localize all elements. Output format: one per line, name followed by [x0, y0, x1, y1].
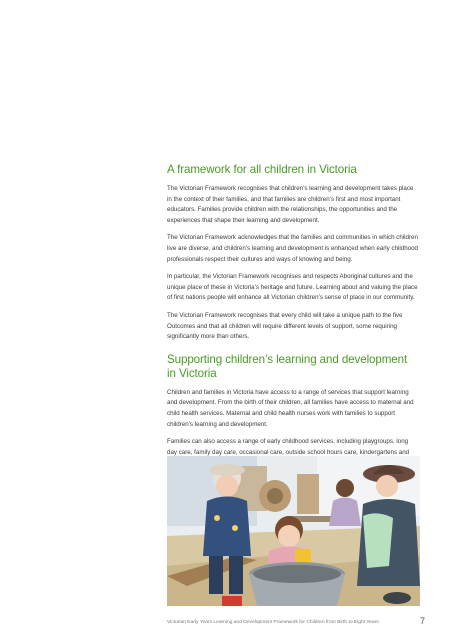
body-paragraph: Children and families in Victoria have access to a range of services that support learning and development. From the birth of their children, all families have access to maternal and child health services. Maternal and child health nurses work with families to support children’s learning and development.	[167, 388, 414, 428]
section-heading-framework: A framework for all children in Victoria	[167, 163, 357, 176]
body-paragraph: The Victorian Framework recognises that every child will take a unique path to the five Outcomes and that all children will require different levels of support, some requiring significantly more than others.	[167, 311, 403, 341]
main-content	[167, 163, 419, 486]
section-heading-supporting: Supporting children’s learning and development in Victoria	[167, 352, 408, 380]
body-paragraph: Families can also access a range of early childhood services, including playgroups, long day care, family day care, occasional care, outside school hours care, kindergartens and	[167, 438, 410, 456]
body-paragraph: The Victorian Framework recognises that children’s learning and development takes place in the context of their families, and that families are children’s first and most important educators. Families provide children with the relationships, the opportunities and the experiences that shape their learning and development.	[167, 185, 414, 224]
body-paragraph: In particular, the Victorian Framework recognises and respects Aboriginal cultures and the unique place of these in Victoria’s heritage and future. Learning about and valuing the place of first nations people will enhance all Victorian children’s sense of place in our community.	[167, 273, 418, 302]
children-playing-photo	[167, 456, 420, 606]
page-number: 7	[419, 616, 425, 626]
footer-title: Victorian Early Years Learning and Development Framework for Children from Birth to Eight Years	[167, 620, 379, 625]
body-paragraph: The Victorian Framework acknowledges that the families and communities in which children live are diverse, and children’s learning and development is enhanced when early childhood professionals respect their cultures and ways of knowing and being.	[167, 234, 418, 263]
